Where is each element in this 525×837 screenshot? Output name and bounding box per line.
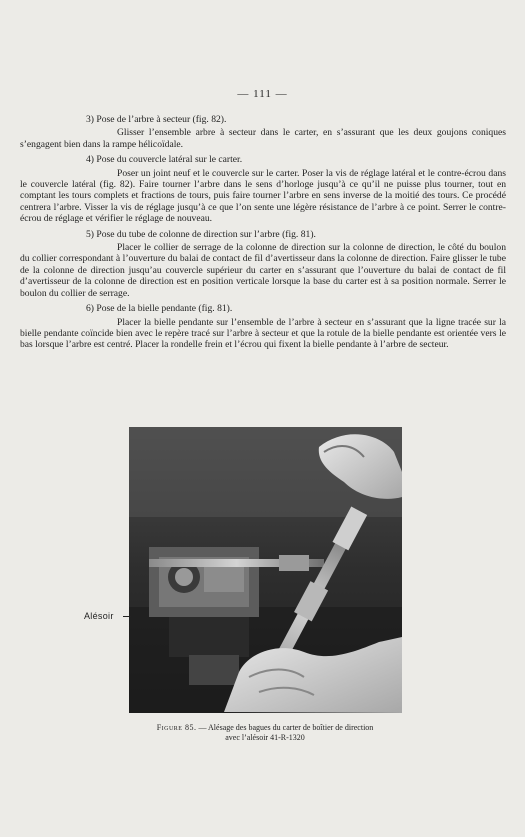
page-number: — 111 — bbox=[237, 88, 288, 100]
section-paragraph: Poser un joint neuf et le couvercle sur le carter. Poser la vis de réglage latéral et le contre-écrou dans le couvercle latéral (fig. 82). Faire tourner l’arbre dans le sens d’horloge jusqu’à ce qu’il ne puisse plus tourner, tout en comptant les tours complets et fractions de tours, puis faire tourner l’arbre en sens inverse de la moitié des tours. Ce procédé centrera l’arbre. Visser la vis de réglage jusqu’à ce que l’on sente une légère résistance de l’arbre à ce point. Serrer le contre-écrou de réglage et vérifier le réglage de nouveau. bbox=[20, 167, 506, 225]
figure-caption bbox=[130, 723, 400, 743]
section-heading: 6) Pose de la bielle pendante (fig. 81). bbox=[86, 303, 233, 315]
caption-figure-number: Figure 85. bbox=[156, 723, 197, 732]
section-paragraph: Placer la bielle pendante sur l’ensemble de l’arbre à secteur en s’assurant que la ligne tracée sur la bielle pendante coïncide bien avec le repère tracé sur l’arbre à secteur et que la rotule de la bielle pendante est orientée vers le bas lorsque l’arbre est centré. Placer la rondelle frein et l’écrou qui fixent la bielle pendante à l’arbre de secteur. bbox=[20, 316, 506, 351]
section-heading: 5) Pose du tube de colonne de direction sur l’arbre (fig. 81). bbox=[86, 228, 316, 240]
caption-line-1: — Alésage des bagues du carter de boîtier de direction bbox=[198, 723, 374, 732]
caption-line-2: avec l’alésoir 41-R-1320 bbox=[225, 733, 305, 742]
section-heading: 4) Pose du couvercle latéral sur le carter. bbox=[86, 154, 243, 166]
body-text bbox=[20, 110, 506, 351]
callout-leader-line bbox=[123, 616, 131, 617]
figure-photograph bbox=[129, 427, 402, 713]
section-paragraph: Glisser l’ensemble arbre à secteur dans le carter, en s’assurant que les deux goujons coniques s’engagent bien dans la rampe hélicoïdale. bbox=[20, 127, 506, 150]
figure-callout-label: Alésoir bbox=[84, 611, 114, 621]
reaming-photo-illustration bbox=[129, 427, 402, 713]
section-heading: 3) Pose de l’arbre à secteur (fig. 82). bbox=[86, 114, 227, 125]
section-paragraph: Placer le collier de serrage de la colonne de direction sur la colonne de direction, le côté du boulon du collier correspondant à l’ouverture du balai de contact de fil d’avertisseur dans la colonne de direction. Faire glisser le tube de la colonne de direction jusqu’au couvercle supérieur du carter en s’assurant que l’ouverture du balai de contact de fil d’avertisseur de la colonne de direction est en position verticale lorsque la base du carter est à sa position normale. Serrer le boulon du collier de serrage. bbox=[20, 242, 506, 299]
